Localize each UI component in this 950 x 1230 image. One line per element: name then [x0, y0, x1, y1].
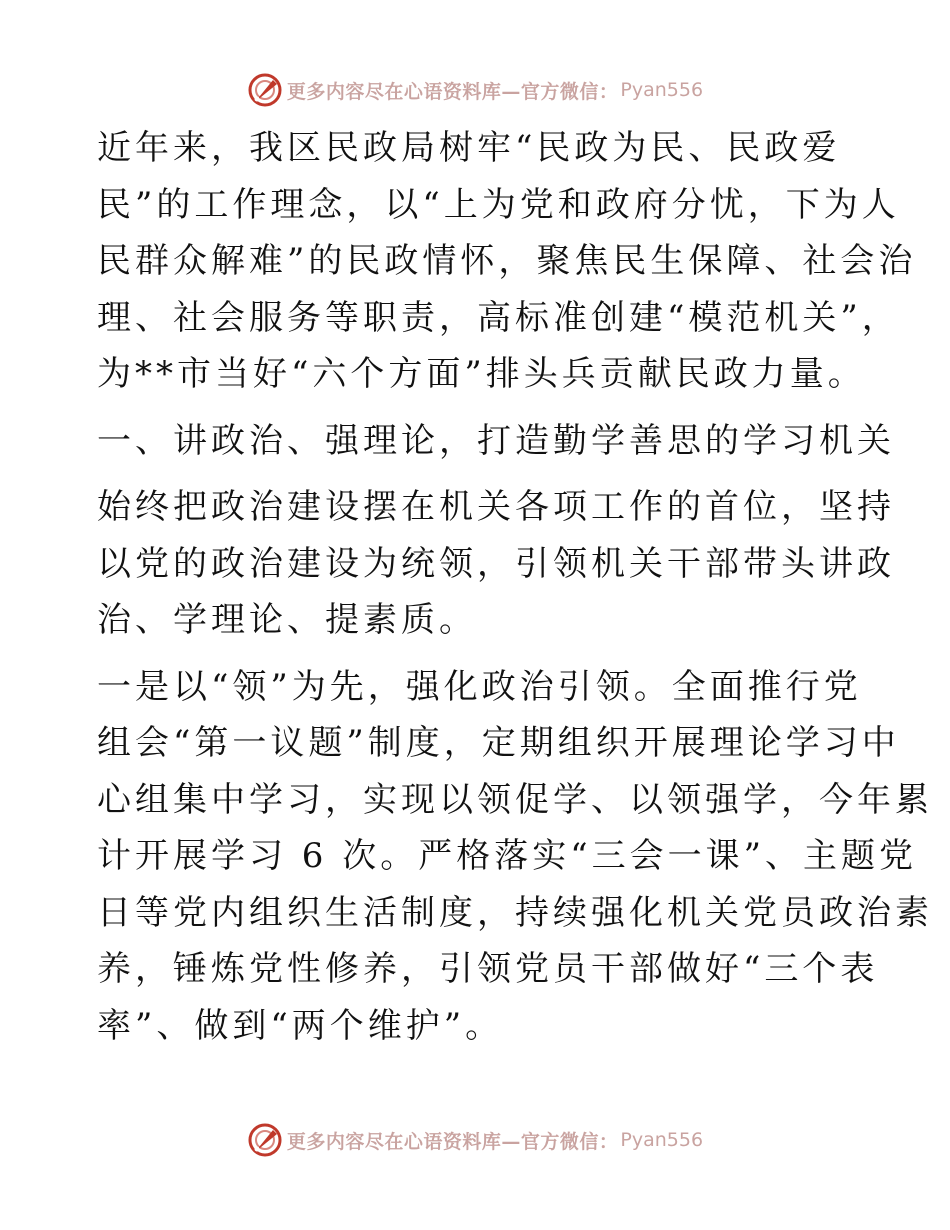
- header-watermark-banner: [0, 70, 950, 110]
- text-line: 近年来，我区民政局树牢“民政为民、民政爱: [97, 128, 841, 168]
- footer-banner-text: 更多内容尽在心语资料库—官方微信：: [286, 1130, 619, 1153]
- paragraph-point-one: [97, 659, 933, 1055]
- text-line: 始终把政治建设摆在机关各项工作的首位，坚持: [97, 487, 895, 527]
- text-line: 心组集中学习，实现以领促学、以领强学，今年累: [97, 779, 933, 820]
- header-banner-contact: Pyan556: [620, 79, 704, 101]
- quill-logo-icon: [247, 1122, 283, 1158]
- footer-banner-contact: Pyan556: [620, 1129, 704, 1151]
- text-line: 治、学理论、提素质。: [97, 600, 477, 640]
- heading-line: 一、讲政治、强理论，打造勤学善思的学习机关: [97, 420, 895, 461]
- text-line: 理、社会服务等职责，高标准创建“模范机关”，: [97, 297, 900, 338]
- text-line: 一是以“领”为先，强化政治引领。全面推行党: [97, 666, 862, 707]
- text-line: 民群众解难”的民政情怀，聚焦民生保障、社会治: [97, 241, 917, 281]
- text-line: 为**市当好“六个方面”排头兵贡献民政力量。: [97, 354, 866, 394]
- text-line: 日等党内组织生活制度，持续强化机关党员政治素: [97, 892, 933, 933]
- quill-logo-icon: [247, 72, 283, 108]
- text-line: 计开展学习 6 次。严格落实“三会一课”、主题党: [97, 836, 918, 876]
- text-line: 以党的政治建设为统领，引领机关干部带头讲政: [97, 543, 895, 584]
- section-heading: [97, 413, 895, 470]
- paragraph-intro: [97, 120, 917, 403]
- text-line: 民”的工作理念，以“上为党和政府分忧，下为人: [97, 184, 900, 225]
- text-line: 组会“第一议题”制度，定期组织开展理论学习中: [97, 723, 900, 763]
- paragraph-section-intro: [97, 479, 895, 649]
- text-line: 养，锤炼党性修养，引领党员干部做好“三个表: [97, 949, 879, 989]
- footer-watermark-banner: [0, 1120, 950, 1160]
- document-body: [97, 120, 933, 1054]
- text-line: 率”、做到“两个维护”。: [97, 1005, 504, 1046]
- header-banner-text: 更多内容尽在心语资料库—官方微信：: [286, 80, 619, 103]
